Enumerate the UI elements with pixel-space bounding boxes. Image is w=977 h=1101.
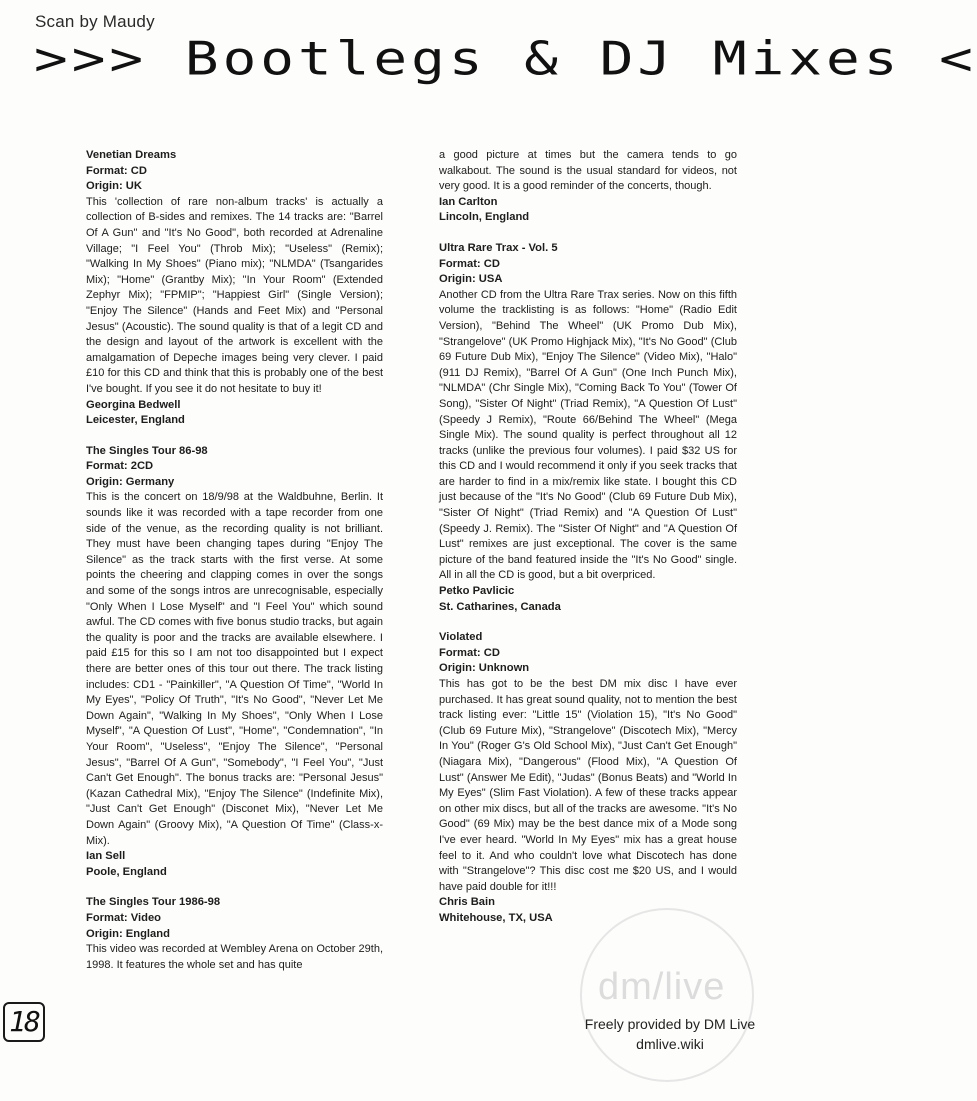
review-title: The Singles Tour 86-98 bbox=[86, 444, 208, 457]
review-singles-tour-86-98 bbox=[86, 444, 383, 881]
review-violated bbox=[439, 630, 737, 926]
review-format: Format: Video bbox=[86, 911, 162, 924]
review-singles-tour-video bbox=[86, 895, 383, 973]
review-author: Petko Pavlicic bbox=[439, 585, 515, 598]
review-body: This has got to be the best DM mix disc I have ever purchased. It has great sound quality, not to mention the best track listing ever: "Little 15" (Violation 15), "It's No Good" (Club 69 Future Mix), "Strangelove" (Discotech Mix), "Mercy In You" (Roger G's Old School Mix), "Just Can't Get Enough" (Niagara Mix), "Dangerous" (Flood Mix), "A Question Of Lust" (Answer Me Edit), "Judas" (Bonus Beats) and "World In My Eyes" (Slim Fast Violation). A few of these tracks appear on other mix discs, but all of the tracks are awesome. "It's No Good" (69 Mix) may be the best dance mix of a Mode song I've ever heard. "World In My Eyes" mix has a great house feel to it. And who couldn't love what Discotech has done with "Strangelove"? This disc cost me $20 US, and I would have paid double for it!!! bbox=[439, 678, 737, 893]
review-origin: Origin: USA bbox=[439, 273, 503, 286]
review-singles-tour-video-continued bbox=[439, 148, 737, 226]
right-column bbox=[439, 148, 737, 942]
review-title: Violated bbox=[439, 631, 483, 644]
review-location: Leicester, England bbox=[86, 414, 185, 427]
review-author: Chris Bain bbox=[439, 896, 495, 909]
review-location: Whitehouse, TX, USA bbox=[439, 911, 553, 924]
attribution-text: Freely provided by DM Live bbox=[584, 1016, 756, 1032]
review-origin: Origin: Germany bbox=[86, 475, 175, 488]
review-format: Format: CD bbox=[439, 257, 500, 270]
review-format: Format: CD bbox=[439, 646, 500, 659]
review-ultra-rare-trax bbox=[439, 241, 737, 615]
review-author: Ian Carlton bbox=[439, 195, 498, 208]
page-number: 18 bbox=[3, 1002, 45, 1042]
section-banner: >>> Bootlegs & DJ Mixes < bbox=[34, 32, 977, 87]
review-title: Ultra Rare Trax - Vol. 5 bbox=[439, 241, 558, 254]
review-location: Lincoln, England bbox=[439, 211, 530, 224]
review-origin: Origin: Unknown bbox=[439, 662, 530, 675]
review-title: The Singles Tour 1986-98 bbox=[86, 896, 221, 909]
review-body: This 'collection of rare non-album tracks' is actually a collection of B-sides and remixes. The 14 tracks are: "Barrel Of A Gun" and "It's No Good", both recorded at Adrenaline Village; "I Feel You" (Throb Mix); "Useless" (Remix); "Walking In My Shoes" (Piano mix); "NLMDA" (Tsangarides Mix); "Home" (Grantby Mix); "In Your Room" (Extended Zephyr Mix); "FPMIP"; "Happiest Girl" (Single Version); "Enjoy The Silence" (Hands and Feet Mix) and "Personal Jesus" (Acoustic). The sound quality is that of a legit CD and the design and layout of the artwork is excellent with the amalgamation of Depeche images being very clever. I paid £10 for this CD and think that this is probably one of the best I've bought. If you see it do not hesitate to buy it! bbox=[86, 195, 383, 395]
scan-credit: Scan by Maudy bbox=[35, 12, 155, 31]
review-venetian-dreams bbox=[86, 148, 383, 429]
review-body: Another CD from the Ultra Rare Trax series. Now on this fifth volume the tracklisting is as follows: "Home" (Radio Edit Version), "Behind The Wheel" (UK Promo Dub Mix), "Strangelove" (UK Promo Highjack Mix), "It's No Good" (Club 69 Future Dub Mix), "Enjoy The Silence" (Video Mix), "Halo" (911 DJ Remix), "Barrel Of A Gun" (One Inch Punch Mix), "NLMDA" (Chr Single Mix), "Coming Back To You" (Tower Of Song), "Sister Of Night" (Triad Remix), "A Question Of Lust" (Speedy J Remix), "Route 66/Behind The Wheel" (Mega Single Mix). The sound quality is perfect throughout all 12 tracks (unlike the previous four volumes). I paid $32 US for this CD and I would recommend it only if you seek tracks that are harder to find in a mix/remix like state. I bought this CD just because of the "It's No Good" (Club 69 Future Dub Mix), "Sister Of Night" (Triad Remix) and "A Question Of Lust" (Speedy J. Remix). The "Sister Of Night" and "A Question Of Lust" remixes are just exceptional. The cover is the same picture of the band featured inside the "It's No Good" single. All in all the CD is good, but a bit overpriced. bbox=[439, 288, 737, 582]
review-origin: Origin: England bbox=[86, 927, 170, 940]
attribution bbox=[560, 1014, 780, 1054]
watermark-logo: dm/live bbox=[598, 966, 726, 1008]
review-location: Poole, England bbox=[86, 865, 167, 878]
left-column bbox=[86, 148, 383, 988]
review-body: a good picture at times but the camera tends to go walkabout. The sound is the usual standard for videos, not very good. It is a good reminder of the concerts, though. bbox=[439, 149, 737, 193]
review-body: This video was recorded at Wembley Arena on October 29th, 1998. It features the whole set and has quite bbox=[86, 943, 383, 971]
review-origin: Origin: UK bbox=[86, 180, 142, 193]
review-author: Ian Sell bbox=[86, 850, 126, 863]
review-title: Venetian Dreams bbox=[86, 149, 177, 161]
review-format: Format: CD bbox=[86, 164, 147, 177]
review-format: Format: 2CD bbox=[86, 460, 154, 473]
review-body: This is the concert on 18/9/98 at the Waldbuhne, Berlin. It sounds like it was recorded with a tape recorder from one side of the venue, as the recording quality is not brilliant. They must have been changing tapes during "Enjoy The Silence" as the track starts with the first verse. At some points the cheering and clapping comes in over the songs and some of the songs intros are unrecognisable, especially "Only When I Lose Myself" and "I Feel You" which sound awful. The CD comes with five bonus studio tracks, but again the quality is poor and the tracks are available elsewhere. I paid £15 for this so I am not too disappointed but I expect there are better ones of this tour out there. The track listing includes: CD1 - "Painkiller", "A Question Of Time", "World In My Eyes", "Policy Of Truth", "It's No Good", "Never Let Me Down Again", "Walking In My Shoes", "Only When I Lose Myself", "A Question Of Lust", "Home", "Condemnation", "In Your Room", "Useless", "Enjoy The Silence", "Personal Jesus", "Barrel Of A Gun", "Somebody", "I Feel You", "Just Can't Get Enough". The bonus tracks are: "Personal Jesus" (Kazan Cathedral Mix), "Enjoy The Silence" (Indefinite Mix), "Just Can't Get Enough" (Disconet Mix), "Never Let Me Down Again" (Groovy Mix), "A Question Of Time" (Class-x-Mix). bbox=[86, 491, 383, 847]
attribution-site: dmlive.wiki bbox=[636, 1036, 704, 1052]
review-author: Georgina Bedwell bbox=[86, 398, 181, 411]
review-location: St. Catharines, Canada bbox=[439, 600, 561, 613]
